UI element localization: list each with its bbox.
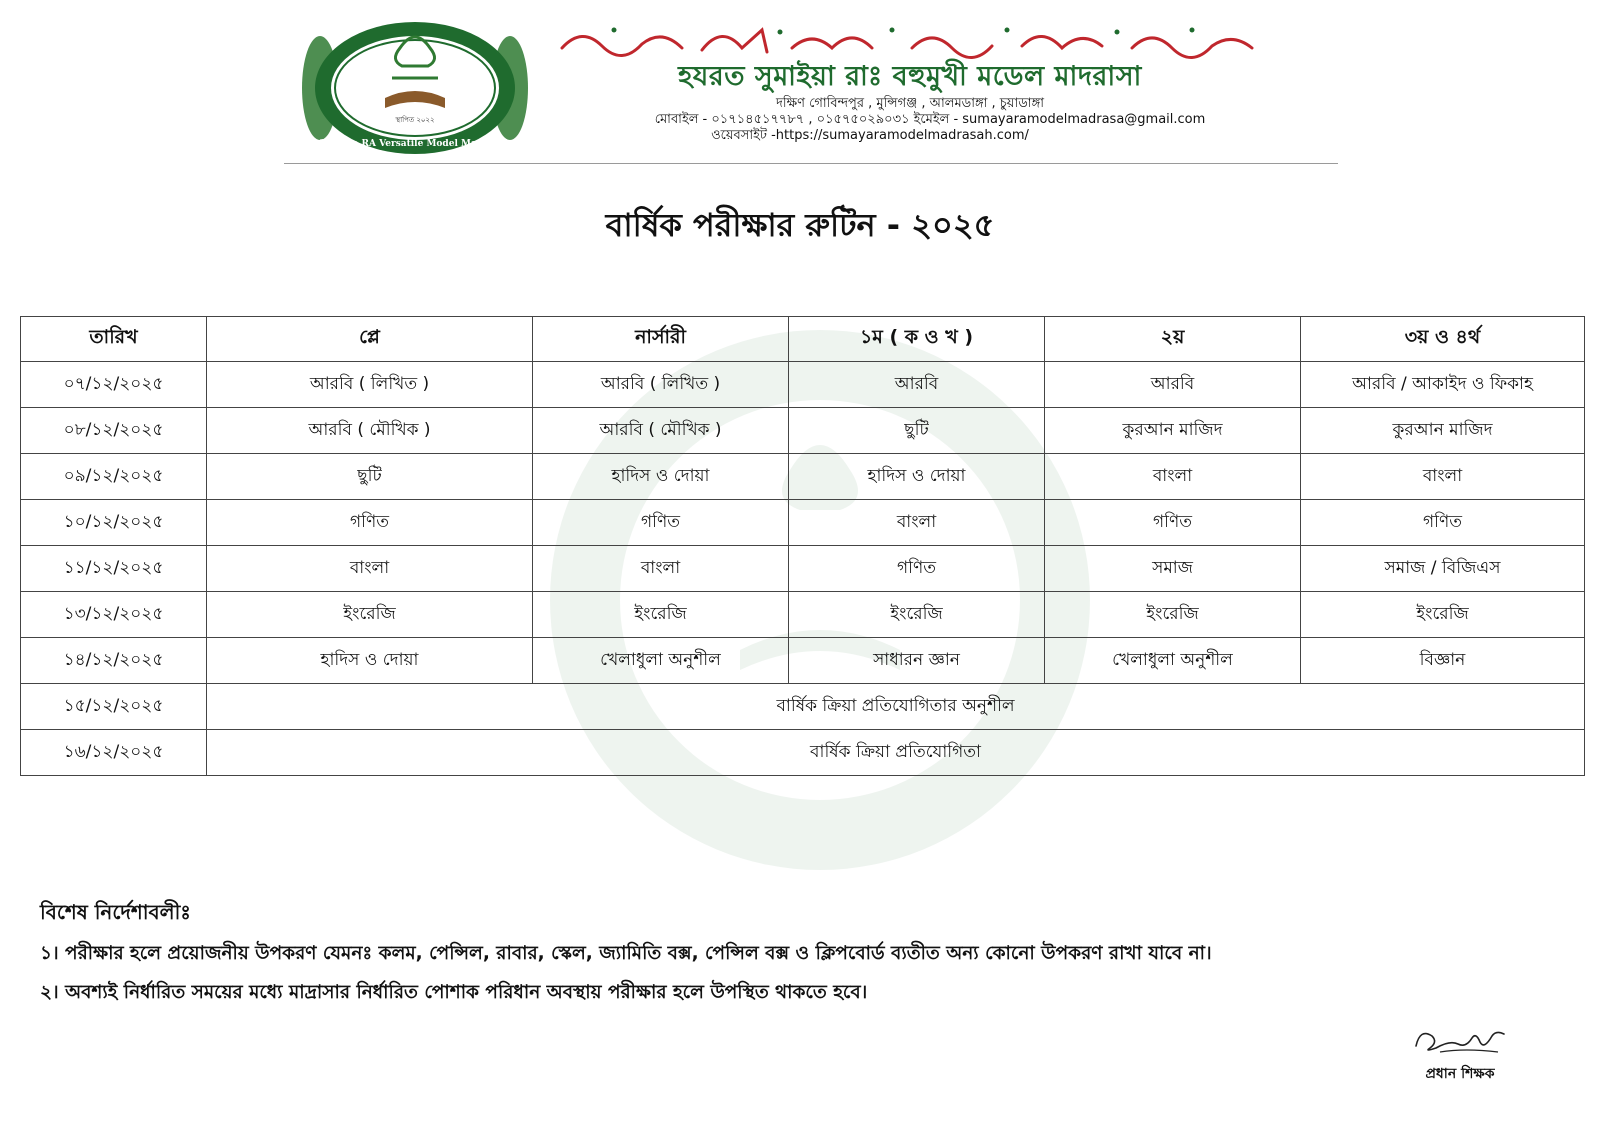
subject-cell: খেলাধুলা অনুশীল <box>533 638 789 684</box>
subject-cell: গণিত <box>1301 500 1585 546</box>
date-cell: ০৮/১২/২০২৫ <box>21 408 207 454</box>
subject-cell: গণিত <box>1045 500 1301 546</box>
table-row <box>21 408 1585 454</box>
subject-cell: বাংলা <box>1045 454 1301 500</box>
subject-cell: ছুটি <box>789 408 1045 454</box>
subject-cell: বিজ্ঞান <box>1301 638 1585 684</box>
subject-cell: আরবি / আকাইদ ও ফিকাহ <box>1301 362 1585 408</box>
subject-cell: বাংলা <box>207 546 533 592</box>
subject-cell: সমাজ / বিজিএস <box>1301 546 1585 592</box>
column-header-class-three-four: ৩য় ও ৪র্থ <box>1301 317 1585 362</box>
subject-cell: আরবি ( মৌখিক ) <box>533 408 789 454</box>
date-cell: ১৪/১২/২০২৫ <box>21 638 207 684</box>
date-cell: ১৫/১২/২০২৫ <box>21 684 207 730</box>
subject-cell: ইংরেজি <box>207 592 533 638</box>
instructions-heading: বিশেষ নির্দেশাবলীঃ <box>40 900 191 924</box>
subject-cell: গণিত <box>789 546 1045 592</box>
date-cell: ১৩/১২/২০২৫ <box>21 592 207 638</box>
instruction-item: ২। অবশ্যই নির্ধারিত সময়ের মধ্যে মাদ্রাসার নির্ধারিত পোশাক পরিধান অবস্থায় পরীক্ষার হলে উপস্থিত থাকতে হবে। <box>40 982 868 1003</box>
table-row-merged <box>21 684 1585 730</box>
column-header-date: তারিখ <box>21 317 207 362</box>
subject-cell: আরবি ( লিখিত ) <box>207 362 533 408</box>
merged-event-cell: বার্ষিক ক্রিয়া প্রতিযোগিতা <box>207 730 1585 776</box>
instruction-item: ১। পরীক্ষার হলে প্রয়োজনীয় উপকরণ যেমনঃ কলম, পেন্সিল, রাবার, স্কেল, জ্যামিতি বক্স, পেন্সিল বক্স ও ক্লিপবোর্ড ব্যতীত অন্য কোনো উপকরণ রাখা যাবে না। <box>40 943 1212 964</box>
subject-cell: গণিত <box>207 500 533 546</box>
subject-cell: সাধারন জ্ঞান <box>789 638 1045 684</box>
subject-cell: ইংরেজি <box>789 592 1045 638</box>
subject-cell: ইংরেজি <box>1301 592 1585 638</box>
date-cell: ১০/১২/২০২৫ <box>21 500 207 546</box>
merged-event-cell: বার্ষিক ক্রিয়া প্রতিযোগিতার অনুশীল <box>207 684 1585 730</box>
column-header-nursery: নার্সারী <box>533 317 789 362</box>
subject-cell: সমাজ <box>1045 546 1301 592</box>
table-header-row <box>21 317 1585 362</box>
institution-contact: মোবাইল - ০১৭১৪৫১৭৭৮৭ , ০১৫৭৫০২৯০৩১ ইমেইল - sumayaramodelmadrasa@gmail.com <box>654 112 1206 127</box>
date-cell: ০৭/১২/২০২৫ <box>21 362 207 408</box>
subject-cell: বাংলা <box>533 546 789 592</box>
institution-website: ওয়েবসাইট -https://sumayaramodelmadrasah.com/ <box>711 128 1029 143</box>
date-cell: ০৯/১২/২০২৫ <box>21 454 207 500</box>
table-row <box>21 500 1585 546</box>
subject-cell: ছুটি <box>207 454 533 500</box>
subject-cell: আরবি ( মৌখিক ) <box>207 408 533 454</box>
column-header-class-two: ২য় <box>1045 317 1301 362</box>
table-row-merged <box>21 730 1585 776</box>
table-row <box>21 454 1585 500</box>
subject-cell: আরবি ( লিখিত ) <box>533 362 789 408</box>
date-cell: ১৬/১২/২০২৫ <box>21 730 207 776</box>
subject-cell: কুরআন মাজিদ <box>1301 408 1585 454</box>
exam-routine-table <box>20 316 1585 776</box>
document-title: বার্ষিক পরীক্ষার রুটিন - ২০২৫ <box>605 206 995 244</box>
special-instructions <box>40 898 1580 1017</box>
column-header-play: প্লে <box>207 317 533 362</box>
table-row <box>21 638 1585 684</box>
subject-cell: ইংরেজি <box>1045 592 1301 638</box>
column-header-class-one: ১ম ( ক ও খ ) <box>789 317 1045 362</box>
subject-cell: আরবি <box>789 362 1045 408</box>
subject-cell: হাদিস ও দোয়া <box>207 638 533 684</box>
subject-cell: গণিত <box>533 500 789 546</box>
logo-year: স্থাপিত ২০২২ <box>395 116 435 124</box>
subject-cell: হাদিস ও দোয়া <box>789 454 1045 500</box>
subject-cell: আরবি <box>1045 362 1301 408</box>
subject-cell: হাদিস ও দোয়া <box>533 454 789 500</box>
header-divider <box>284 163 1338 164</box>
table-row <box>21 546 1585 592</box>
signature-label: প্রধান শিক্ষক <box>1425 1066 1495 1082</box>
table-row <box>21 592 1585 638</box>
headteacher-signature <box>1410 1018 1510 1060</box>
subject-cell: খেলাধুলা অনুশীল <box>1045 638 1301 684</box>
institution-name: হযরত সুমাইয়া রাঃ বহুমুখী মডেল মাদরাসা <box>678 61 1142 92</box>
madrasa-logo <box>300 18 530 158</box>
subject-cell: ইংরেজি <box>533 592 789 638</box>
subject-cell: কুরআন মাজিদ <box>1045 408 1301 454</box>
institution-address: দক্ষিণ গোবিন্দপুর , মুন্সিগঞ্জ , আলমডাঙ্গা , চুয়াডাঙ্গা <box>776 96 1044 111</box>
logo-caption: Sumaya RA Versatile Model Madrasah <box>318 139 512 149</box>
subject-cell: বাংলা <box>1301 454 1585 500</box>
subject-cell: বাংলা <box>789 500 1045 546</box>
date-cell: ১১/১২/২০২৫ <box>21 546 207 592</box>
table-row <box>21 362 1585 408</box>
